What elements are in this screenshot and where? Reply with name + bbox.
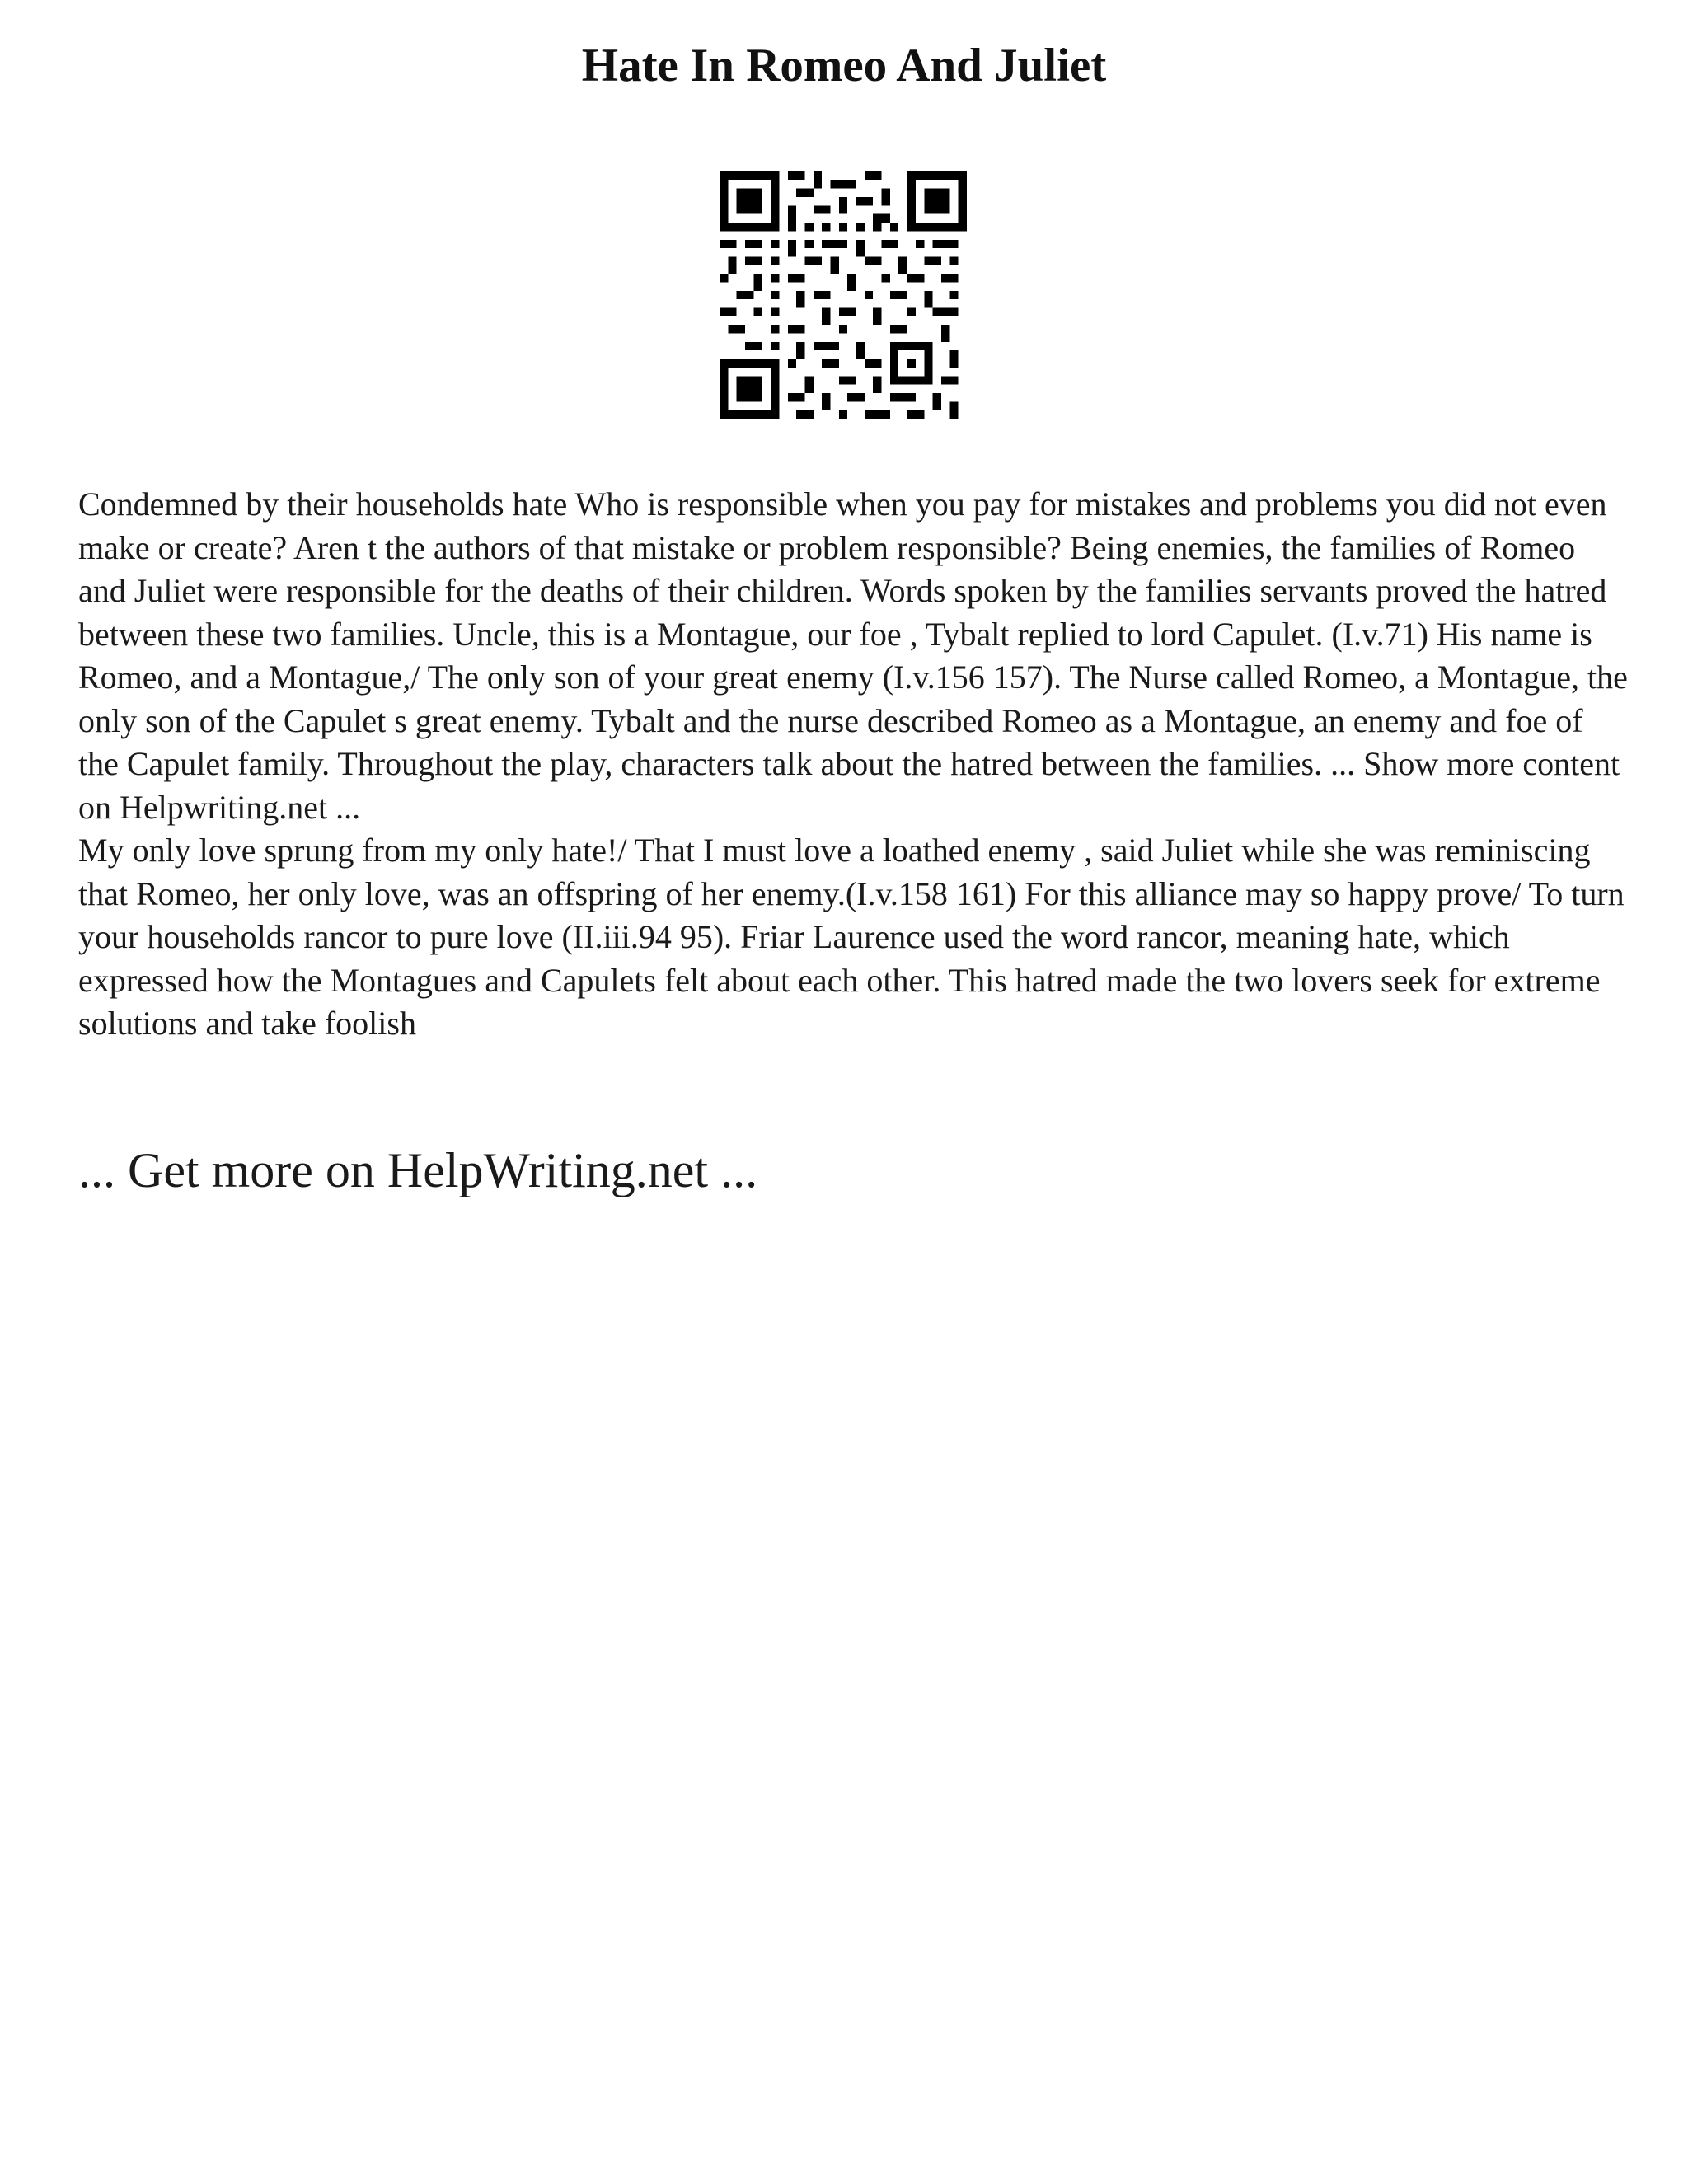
page-title: Hate In Romeo And Juliet	[581, 40, 1107, 91]
qr-code-icon	[720, 171, 967, 419]
essay-body	[78, 483, 1628, 1046]
essay-paragraph: Condemned by their households hate Who is responsible when you pay for mistakes and problems you did not even make or create? Aren t the authors of that mistake or problem responsible? Being enemies, the families of Romeo and Juliet were responsible for the deaths of their children. Words spoken by the families servants proved the hatred between these two families. Uncle, this is a Montague, our foe , Tybalt replied to lord Capulet. (I.v.71) His name is Romeo, and a Montague,/ The only son of your great enemy (I.v.156 157). The Nurse called Romeo, a Montague, the only son of the Capulet s great enemy. Tybalt and the nurse described Romeo as a Montague, an enemy and foe of the Capulet family. Throughout the play, characters talk about the hatred between the families. ... Show more content on Helpwriting.net ...	[78, 485, 1628, 826]
essay-paragraph: My only love sprung from my only hate!/ That I must love a loathed enemy , said Juliet while she was reminiscing that Romeo, her only love, was an offspring of her enemy.(I.v.158 161) For this alliance may so happy prove/ To turn your households rancor to pure love (II.iii.94 95). Friar Laurence used the word rancor, meaning hate, which expressed how the Montagues and Capulets felt about each other. This hatred made the two lovers seek for extreme solutions and take foolish	[78, 832, 1625, 1042]
get-more-link[interactable]: ... Get more on HelpWriting.net ...	[78, 1143, 758, 1197]
